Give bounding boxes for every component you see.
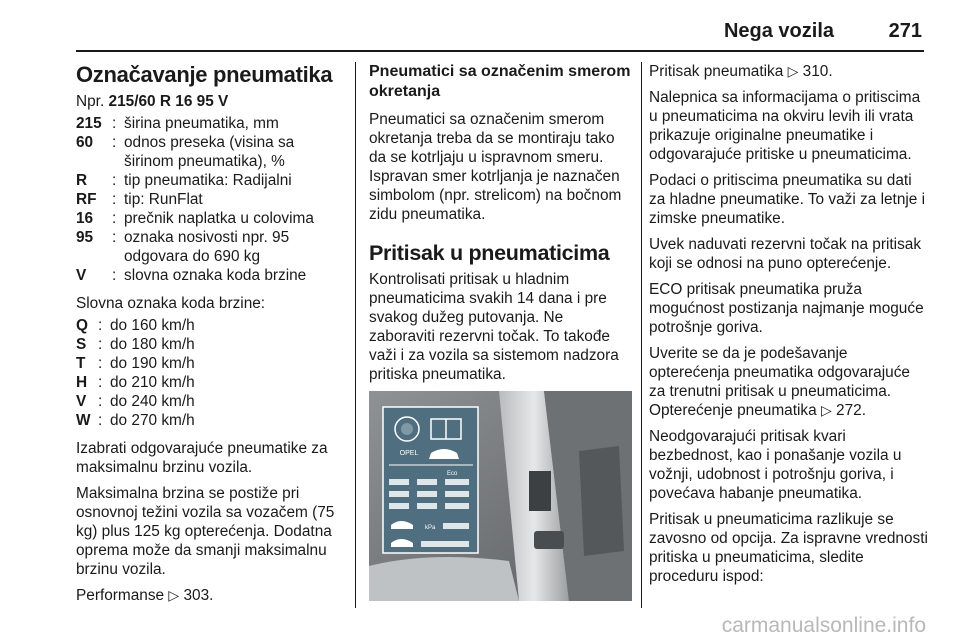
speed-value: do 240 km/h: [110, 393, 195, 410]
label-brand-text: OPEL: [399, 450, 419, 457]
paragraph: Kontrolisati pritisak u hladnim pneumaticima svakih 14 dana i pre svakog dužeg putovanja. Ne zaboraviti rezervni točak. To takođe važi i za vozila sa sistemom nadzora pritiska pneumatika.: [369, 271, 619, 383]
paragraph: Podaci o pritiscima pneumatika su dati za hladne pneumatike. To važi za letnje i zimske pneumatike.: [649, 172, 926, 227]
def-value: širina pneumatika, mm: [124, 115, 279, 132]
def-value: tip pneumatika: Radijalni: [124, 172, 292, 189]
def-colon: :: [112, 172, 117, 189]
speed-value: do 270 km/h: [110, 412, 195, 429]
speed-colon: :: [98, 336, 103, 353]
paragraph: Maksimalna brzina se postiže pri osnovnoj težini vozila sa vozačem (75 kg) plus 125 kg opterećenja. Dodatna oprema može da smanji maksimalnu brzinu vozila.: [76, 485, 335, 578]
def-key: RF: [76, 191, 97, 208]
speed-key: T: [76, 355, 86, 372]
def-value: slovna oznaka koda brzine: [124, 267, 307, 284]
load-ref-text: Uverite se da je podešavanje opterećenja pneumatika odgovarajuće za trenutni pritisak u pneumaticima. Opterećenje pneumatika: [649, 345, 910, 419]
speed-colon: :: [98, 412, 103, 429]
column-divider-1: [355, 62, 356, 608]
def-key: 95: [76, 229, 94, 246]
speed-code-intro: Slovna oznaka koda brzine:: [76, 295, 266, 312]
def-value: oznaka nosivosti npr. 95 odgovara do 690 kg: [124, 229, 290, 265]
page-reference-link[interactable]: 303.: [183, 587, 214, 604]
column-right: [649, 62, 929, 593]
example-value: 215/60 R 16 95 V: [108, 93, 229, 110]
speed-key: V: [76, 393, 87, 410]
def-key: 60: [76, 134, 94, 151]
speed-value: do 160 km/h: [110, 317, 195, 334]
header-page-number: 271: [888, 20, 922, 42]
paragraph: Nalepnica sa informacijama o pritiscima u pneumaticima na okviru levih ili vrata prikazuje originalne pneumatike i odgovarajuće pritiske u pneumaticima.: [649, 89, 921, 163]
tire-marking-title: Označavanje pneumatika: [76, 62, 333, 87]
reference-arrow-icon: ▷: [787, 63, 799, 79]
def-colon: :: [112, 134, 117, 151]
def-value: odnos preseka (visina sa širinom pneumatika), %: [124, 134, 295, 170]
speed-value: do 180 km/h: [110, 336, 195, 353]
pressure-ref-line: [649, 62, 929, 81]
directional-tires-subtitle: Pneumatici sa označenim smerom okretanja: [369, 63, 631, 100]
performance-ref-line: [76, 586, 344, 605]
def-value: prečnik naplatka u colovima: [124, 210, 314, 227]
tire-code-definitions: [76, 114, 344, 285]
def-key: V: [76, 267, 87, 284]
load-ref-paragraph: [649, 344, 929, 420]
def-colon: :: [112, 115, 117, 132]
def-value: tip: RunFlat: [124, 191, 203, 208]
door-frame-illustration: [369, 391, 632, 601]
example-line: [76, 92, 344, 111]
speed-colon: :: [98, 355, 103, 372]
pressure-ref-text: Pritisak pneumatika: [649, 63, 788, 80]
watermark: carmanualsonline.info: [721, 614, 926, 637]
paragraph: ECO pritisak pneumatika pruža mogućnost postizanja najmanje moguće potrošnje goriva.: [649, 281, 924, 336]
tire-pressure-title: Pritisak u pneumaticima: [369, 241, 610, 265]
speed-colon: :: [98, 317, 103, 334]
speed-key: W: [76, 412, 91, 429]
def-colon: :: [112, 210, 117, 227]
def-key: 16: [76, 210, 94, 227]
def-key: R: [76, 172, 88, 189]
speed-colon: :: [98, 374, 103, 391]
def-colon: :: [112, 267, 117, 284]
label-eco-text: Eco: [447, 471, 458, 477]
speed-value: do 210 km/h: [110, 374, 195, 391]
page-reference-link[interactable]: 310.: [802, 63, 833, 80]
paragraph: Neodgovarajući pritisak kvari bezbednost, kao i ponašanje vozila u vožnji, udobnost i potrošnju goriva, i povećava habanje pneumatika.: [649, 428, 902, 502]
def-key: 215: [76, 115, 102, 132]
speed-colon: :: [98, 393, 103, 410]
tire-pressure-label-photo: [369, 391, 632, 601]
page-header: [76, 0, 924, 52]
label-unit-text: kPa: [425, 525, 436, 531]
header-section-title: Nega vozila: [723, 20, 834, 42]
paragraph: Pritisak u pneumaticima razlikuje se zavosno od opcija. Za ispravne vrednosti pritiska u pneumaticima, sledite proceduru ispod:: [649, 511, 928, 585]
reference-arrow-icon: ▷: [168, 587, 180, 603]
paragraph: Izabrati odgovarajuće pneumatike za maksimalnu brzinu vozila.: [76, 440, 328, 476]
performance-text: Performanse: [76, 587, 169, 604]
speed-value: do 190 km/h: [110, 355, 195, 372]
example-prefix: Npr.: [76, 93, 109, 110]
column-left: [76, 62, 344, 612]
def-colon: :: [112, 229, 117, 246]
paragraph: Uvek naduvati rezervni točak na pritisak koji se odnosi na puno opterećenje.: [649, 236, 922, 272]
page-reference-link[interactable]: 272.: [836, 402, 866, 419]
speed-key: H: [76, 374, 88, 391]
def-colon: :: [112, 191, 117, 208]
column-middle: [369, 62, 633, 391]
speed-key: S: [76, 336, 87, 353]
column-divider-2: [641, 62, 642, 608]
paragraph: Pneumatici sa označenim smerom okretanja treba da se montiraju tako da se kotrljaju u ispravnom smeru. Ispravan smer kotrljanja je naznačen simbolom (npr. strelicom) na bočnom zidu pneumatika.: [369, 111, 622, 223]
speed-code-list: [76, 316, 344, 430]
reference-arrow-icon: ▷: [820, 402, 832, 418]
speed-key: Q: [76, 317, 88, 334]
